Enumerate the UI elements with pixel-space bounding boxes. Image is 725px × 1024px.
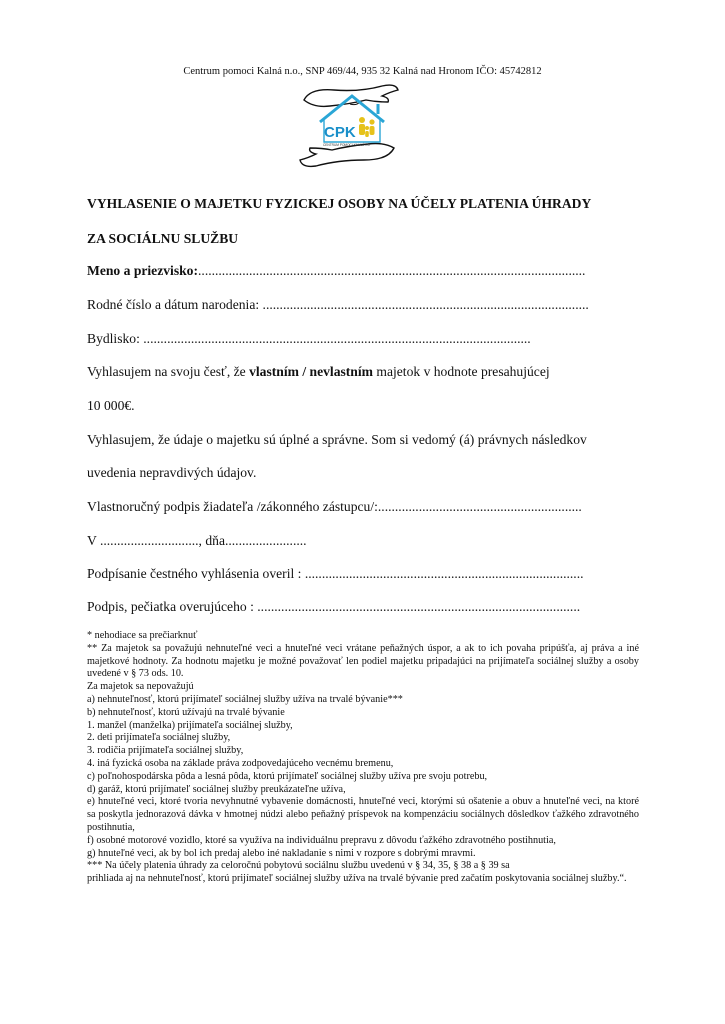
footnote-line: * nehodiace sa prečiarknuť [87, 630, 198, 641]
property-declaration [87, 364, 550, 380]
completeness-statement-line-1: Vyhlasujem, že údaje o majetku sú úplné a správne. Som si vedomý (á) právnych následkov [87, 432, 587, 447]
stamp-dots: ............................................................................................... [257, 599, 581, 614]
signature-dots: ............................................................ [377, 499, 582, 514]
date-dots: ........................ [224, 533, 307, 548]
footnote-line: *** Na účely platenia úhrady za celoročnú pobytovú sociálnu službu uvedenú v § 34, 35, § 38 a § 39 sa [87, 860, 510, 872]
cpk-logo [290, 82, 408, 168]
name-dots: .................................................................................................................. [198, 263, 586, 278]
footnote-paragraph: e) hnuteľné veci, ktoré tvoria nevyhnutné vybavenie domácnosti, hnuteľné veci, ktorými sú ošatenie a obuv a hnuteľné veci, na ktoré sa poskytla jednorazová dávka v hmotnej núdzi alebo peňažný príspevok na kompenzáciu sociálnych dôsledkov ťažkého zdravotného postihnutia, [87, 796, 639, 833]
footnote-paragraph: prihliada aj na nehnuteľnosť, ktorú prijímateľ sociálnej služby užíva na trvalé bývanie pred začatím poskytovania sociálnej služby.“. [87, 873, 627, 885]
footnote-line: b) nehnuteľnosť, ktorú užívajú na trvalé bývanie [87, 706, 285, 718]
logo-cpk-text: CPK [324, 124, 356, 141]
footnote-paragraph: ** Za majetok sa považujú nehnuteľné veci a hnuteľné veci vrátane peňažných úspor, a ak to ich povaha pripúšťa, aj práva a iné majetkové hodnoty. Za hodnotu majetku je možné považovať len podiel majetku pripadajúci na prijímateľa sociálnej služby a osoby uvedené v § 73 ods. 10. [87, 642, 639, 680]
date-label: , dňa [198, 533, 225, 548]
birth-dots: ................................................................................................ [262, 297, 589, 312]
signature-label: Vlastnoručný podpis žiadateľa /zákonného zástupcu/: [87, 499, 378, 514]
footnote-line: 2. deti prijímateľa sociálnej služby, [87, 732, 231, 744]
declaration-suffix: majetok v hodnote presahujúcej [372, 364, 550, 379]
footnote-line: g) hnuteľné veci, ak by bol ich predaj alebo iné nakladanie s nimi v rozpore s dobrými mravmi. [87, 847, 476, 859]
footnote-line: c) poľnohospodárska pôda a lesná pôda, ktorú prijímateľ sociálnej služby užíva pre svoju potrebu, [87, 770, 488, 782]
footnote-line: 1. manžel (manželka) prijímateľa sociálnej služby, [87, 719, 293, 731]
footnotes [87, 630, 639, 886]
birth-field [87, 297, 589, 313]
footnote-line: a) nehnuteľnosť, ktorú prijímateľ sociálnej služby užíva na trvalé bývanie*** [87, 693, 403, 705]
footnote-line: 4. iná fyzická osoba na základe práva zodpovedajúceho vecnému bremenu, [87, 757, 394, 769]
verified-by-field [87, 566, 584, 582]
logo-subtext: CENTRUM POMOCI KALNÁ n.o. [323, 143, 371, 147]
place-dots: ............................. [99, 533, 199, 548]
stamp-label: Podpis, pečiatka overujúceho : [87, 599, 258, 614]
address-label: Bydlisko: [87, 331, 144, 346]
footnote-line: d) garáž, ktorú prijímateľ sociálnej služby preukázateľne užíva, [87, 783, 346, 795]
verified-dots: .................................................................................. [304, 566, 584, 581]
signature-field [87, 499, 582, 515]
address-dots: .................................................................................................................. [143, 331, 531, 346]
hands-house-logo-icon [290, 82, 408, 168]
footnote-paragraph: f) osobné motorové vozidlo, ktoré sa využíva na individuálnu prepravu z dôvodu ťažkého zdravotného postihnutia, [87, 834, 556, 846]
place-date-field [87, 533, 307, 549]
declaration-prefix: Vyhlasujem na svoju česť, že [87, 364, 250, 379]
birth-label: Rodné číslo a dátum narodenia: [87, 297, 263, 312]
completeness-statement-line-2: uvedenia nepravdivých údajov. [87, 465, 257, 480]
verified-label: Podpísanie čestného vyhlásenia overil : [87, 566, 305, 581]
declaration-options: vlastním / nevlastním [249, 364, 373, 379]
footnote-line: 3. rodičia prijímateľa sociálnej služby, [87, 745, 244, 757]
name-field [87, 263, 585, 279]
document-title-line-1: VYHLASENIE O MAJETKU FYZICKEJ OSOBY NA ÚČELY PLATENIA ÚHRADY [87, 196, 592, 211]
stamp-field [87, 599, 580, 615]
address-field [87, 331, 531, 347]
document-title-line-2: ZA SOCIÁLNU SLUŽBU [87, 231, 239, 246]
organization-header: Centrum pomoci Kalná n.o., SNP 469/44, 935 32 Kalná nad Hronom IČO: 45742812 [183, 66, 542, 77]
footnote-line: Za majetok sa nepovažujú [87, 681, 194, 693]
name-label: Meno a priezvisko: [87, 263, 199, 278]
declaration-amount: 10 000€. [87, 398, 135, 413]
place-prefix: V [87, 533, 100, 548]
